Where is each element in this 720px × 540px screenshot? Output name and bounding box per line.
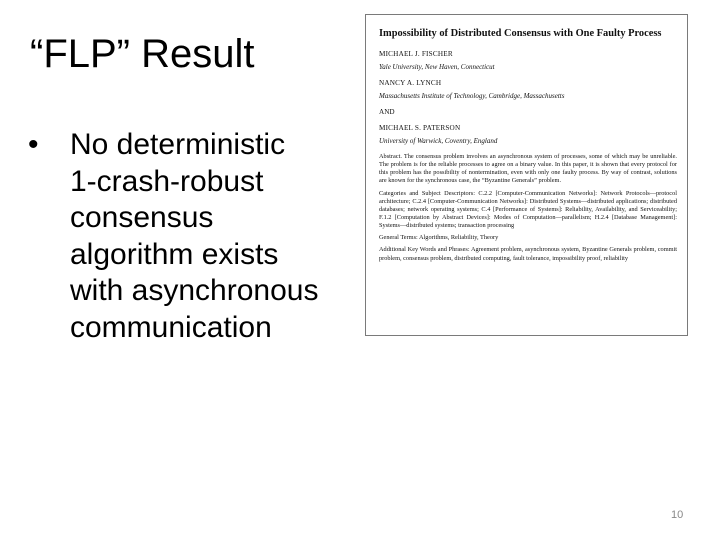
paper-categories xyxy=(379,190,677,230)
abstract-text: The consensus problem involves an asynchronous system of processes, some of which may be unreliable. The problem is for the reliable processes to agree on a binary value. In this paper, it is shown that every protocol for this problem has the possibility of nontermination, even with only one faulty process. By way of contrast, solutions are known for the synchronous case, the “Byzantine Generals” problem. xyxy=(379,152,677,184)
bullet-marker: • xyxy=(28,128,39,161)
slide-title: “FLP” Result xyxy=(30,32,255,76)
paper-general-terms: General Terms: Algorithms, Reliability, Theory xyxy=(379,234,499,242)
paper-author: MICHAEL J. FISCHER xyxy=(379,49,453,58)
keywords-label: Additional Key Words and Phrases: xyxy=(379,246,470,254)
bullet-line: algorithm exists xyxy=(70,237,279,271)
page-number: 10 xyxy=(671,509,684,521)
paper-author: MICHAEL S. PATERSON xyxy=(379,123,461,132)
paper-affiliation: Yale University, New Haven, Connecticut xyxy=(379,62,495,71)
keywords-text: Agreement problem, asynchronous system, Byzantine Generals problem, commit problem, consensus problem, distributed computing, fault tolerance, impossibility proof, reliability xyxy=(379,246,677,262)
bullet-line: No deterministic xyxy=(70,128,286,161)
paper-abstract xyxy=(379,153,677,185)
paper-affiliation: University of Warwick, Coventry, England xyxy=(379,136,498,145)
paper-keywords xyxy=(379,246,677,262)
bullet-line: 1-crash-robust xyxy=(70,164,264,198)
bullet-line: communication xyxy=(70,310,272,344)
paper-affiliation: Massachusetts Institute of Technology, Cambridge, Massachusetts xyxy=(379,91,565,100)
abstract-label: Abstract. xyxy=(379,152,402,160)
bullet-line: with asynchronous xyxy=(70,274,319,307)
bullet-line: consensus xyxy=(70,201,214,234)
paper-and: AND xyxy=(379,107,395,116)
paper-title: Impossibility of Distributed Consensus with One Faulty Process xyxy=(379,28,662,39)
paper-author: NANCY A. LYNCH xyxy=(379,78,442,87)
paper-excerpt-image xyxy=(365,14,688,336)
categories-label: Categories and Subject Descriptors: xyxy=(379,189,475,197)
bullet-text xyxy=(70,127,318,346)
categories-text: C.2.2 [Computer-Communication Networks]: Network Protocols—protocol architecture; C.2.4 [Computer-Communication Networks]: Distributed Systems—distributed applications; distributed databases; network operating systems; C.4 [Performance of Systems]: Reliability, Availability, and Serviceability; F.1.2 [Computation by Abstract Devices]: Modes of Computation—parallelism; H.2.4 [Database Management]: Systems—distributed systems; transaction processing xyxy=(379,189,677,230)
